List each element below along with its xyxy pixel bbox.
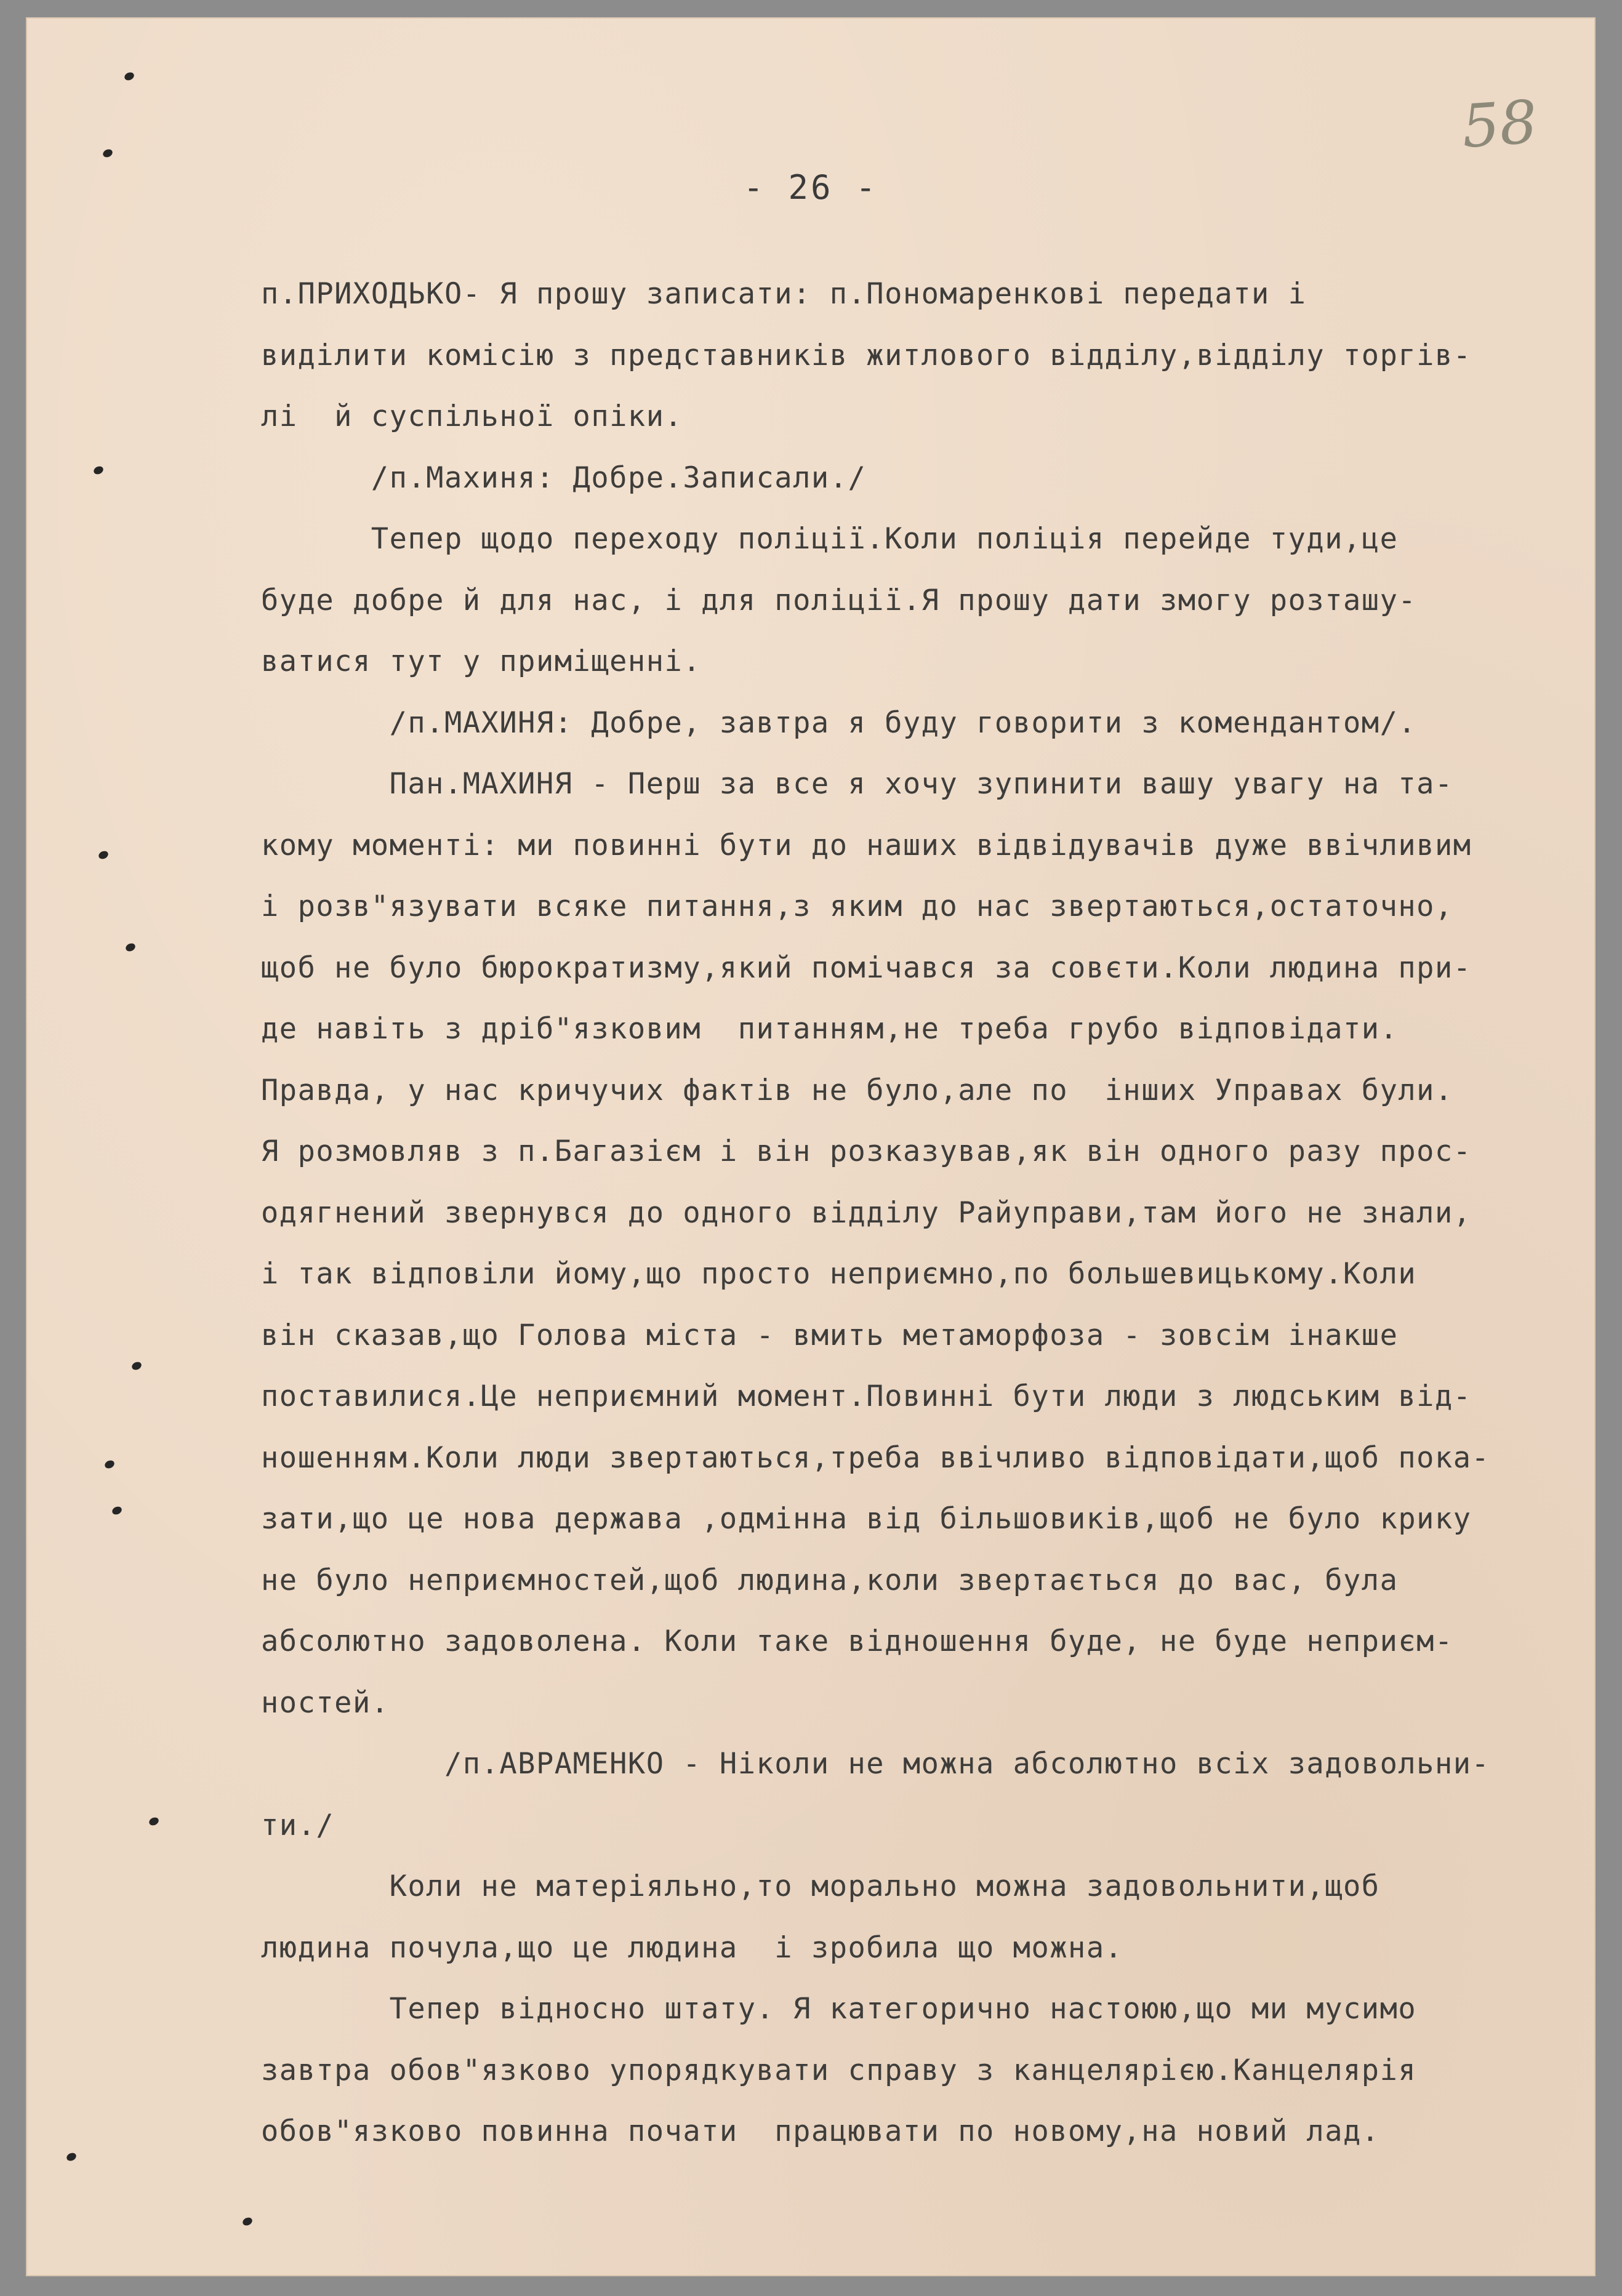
text-line: де навіть з дріб"язковим питанням,не треба грубо відповідати. [261,1012,1399,1046]
text-line: Коли не матеріяльно,то морально можна задовольнити,щоб [261,1869,1380,1903]
text-line: Пан.МАХИНЯ - Перш за все я хочу зупинити вашу увагу на та- [261,767,1453,801]
text-line: завтра обов"язково упорядкувати справу з канцелярією.Канцелярія [261,2053,1417,2087]
text-line: ватися тут у приміщенні. [261,644,702,678]
text-line: зати,що це нова держава ,одмінна від більшовиків,щоб не було крику [261,1502,1472,1536]
text-line: буде добре й для нас, і для поліції.Я прошу дати змогу розташу- [261,583,1417,617]
text-line: людина почула,що це людина і зробила що можна. [261,1930,1123,1965]
text-line: поставилися.Це неприємний момент.Повинні бути люди з людським від- [261,1379,1472,1413]
text-line: ти./ [261,1808,335,1842]
text-line: /п.МАХИНЯ: Добре, завтра я буду говорити з комендантом/. [261,705,1417,740]
text-line: ношенням.Коли люди звертаються,треба ввічливо відповідати,щоб пока- [261,1440,1490,1475]
page-number: - 26 - [743,168,878,207]
document-page [26,17,1596,2276]
text-line: кому моменті: ми повинні бути до наших відвідувачів дуже ввічливим [261,828,1472,862]
text-line: п.ПРИХОДЬКО- Я прошу записати: п.Пономаренкові передати і [261,277,1307,311]
typed-text-body [261,263,1622,2162]
binding-hole [148,1816,160,1827]
binding-hole [124,942,137,953]
text-line: абсолютно задоволена. Коли таке відношення буде, не буде неприєм- [261,1624,1453,1658]
binding-hole [102,148,114,159]
text-line: одягнений звернувся до одного відділу Райуправи,там його не знали, [261,1195,1472,1230]
binding-hole [97,849,110,861]
text-line: щоб не було бюрократизму,який помічався за совєти.Коли людина при- [261,950,1472,985]
binding-hole [241,2216,254,2227]
binding-hole [130,1360,143,1371]
text-line: Правда, у нас кричучих фактів не було,але по інших Управах були. [261,1073,1453,1107]
archive-page-number: 58 [1459,87,1540,162]
text-line: не було неприємностей,щоб людина,коли звертається до вас, була [261,1563,1399,1597]
binding-hole [111,1505,123,1516]
text-line: Тепер відносно штату. Я категорично настоюю,що ми мусимо [261,1992,1417,2026]
binding-hole [103,1459,116,1470]
text-line: і так відповіли йому,що просто неприємно,по большевицькому.Коли [261,1257,1417,1291]
text-line: Тепер щодо переходу поліції.Коли поліція перейде туди,це [261,522,1399,556]
text-line: і розв"язувати всяке питання,з яким до нас звертаються,остаточно, [261,889,1453,923]
text-line: /п.Махиня: Добре.Записали./ [261,460,867,495]
binding-hole [65,2151,78,2162]
text-line: обов"язково повинна почати працювати по новому,на новий лад. [261,2114,1380,2148]
text-line: виділити комісію з представників житлового відділу,відділу торгів- [261,338,1472,372]
text-line: ностей. [261,1685,390,1720]
text-line: він сказав,що Голова міста - вмить метаморфоза - зовсім інакше [261,1318,1399,1352]
text-line: /п.АВРАМЕНКО - Ніколи не можна абсолютно всіх задовольни- [261,1747,1490,1781]
binding-hole [92,465,105,476]
binding-hole [123,71,135,82]
text-line: лі й суспільної опіки. [261,399,683,433]
text-line: Я розмовляв з п.Багазієм і він розказував,як він одного разу прос- [261,1134,1472,1168]
